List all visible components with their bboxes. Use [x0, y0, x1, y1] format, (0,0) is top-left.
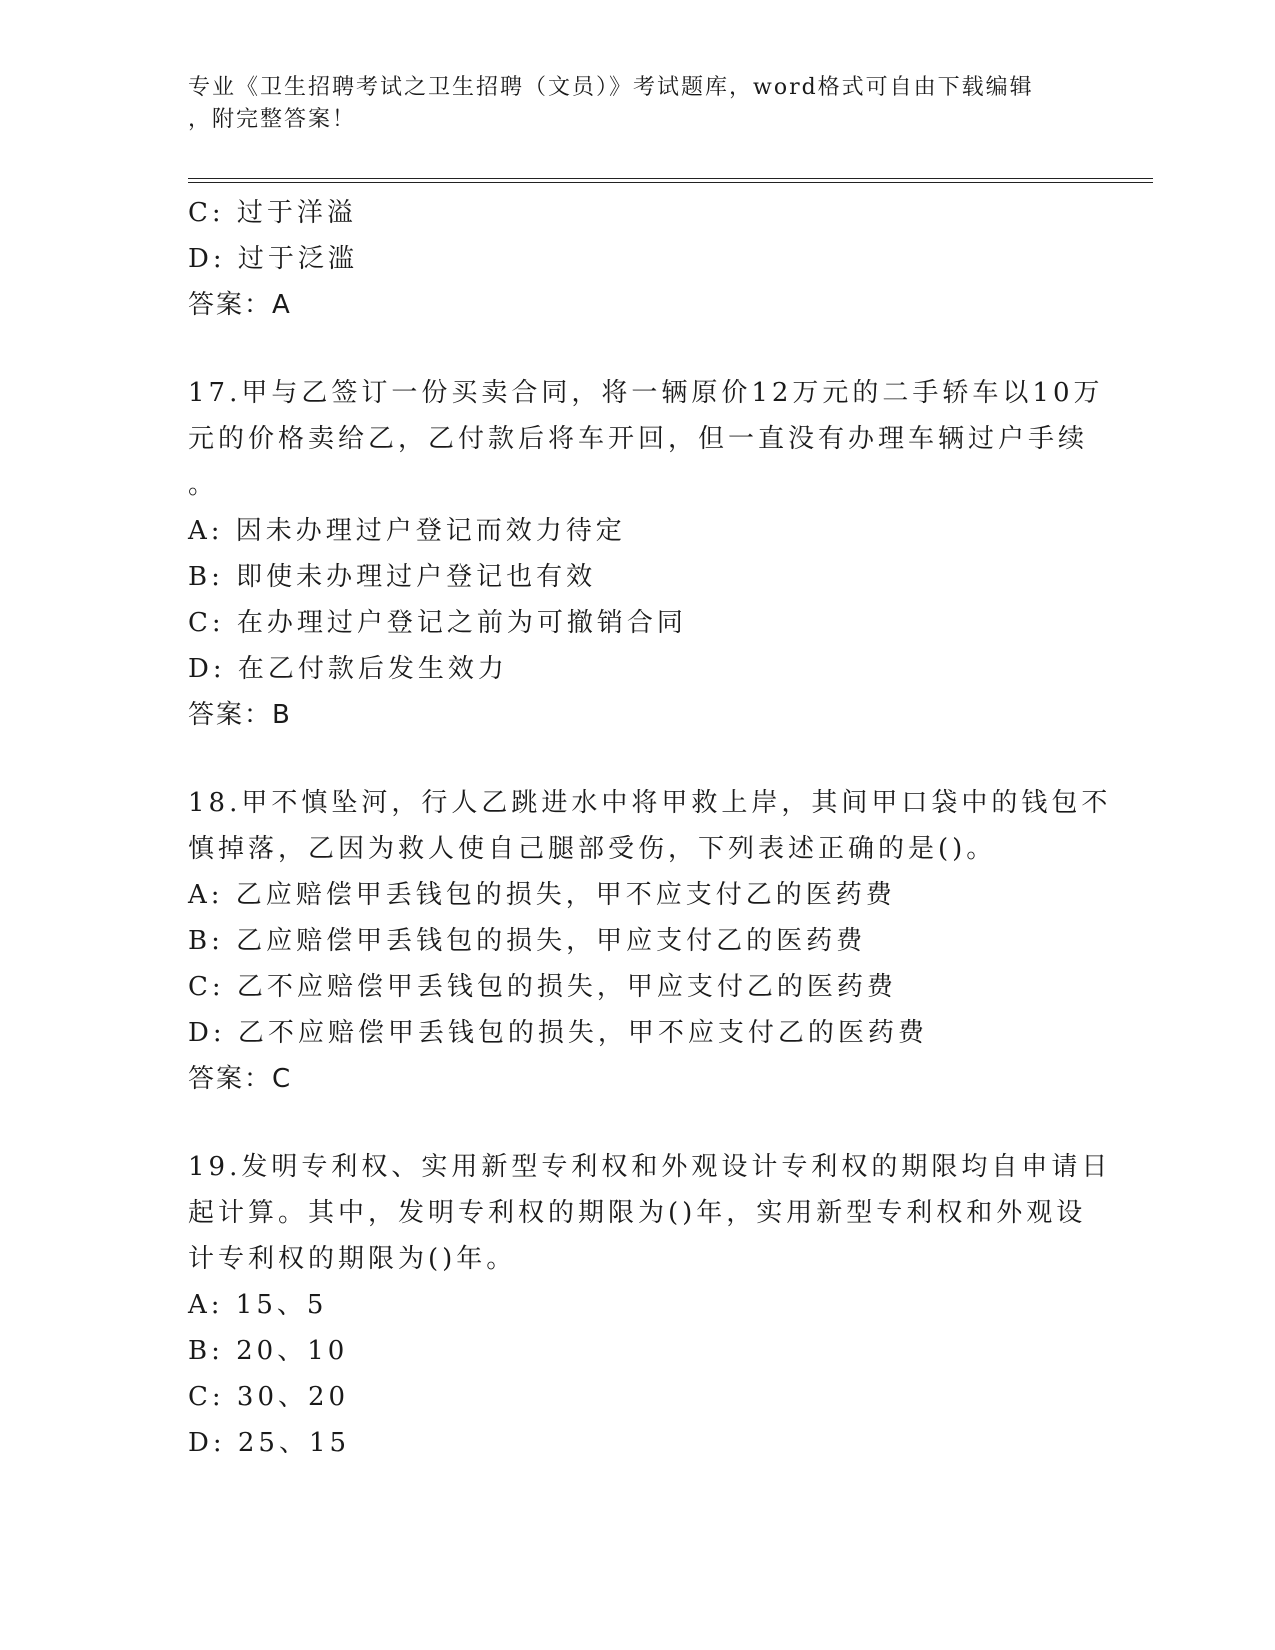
option-b: B: 即使未办理过户登记也有效 — [188, 562, 597, 592]
stem-line: 17.甲与乙签订一份买卖合同，将一辆原价12万元的二手轿车以10万 — [188, 378, 1104, 408]
stem-line: 。 — [188, 470, 219, 500]
answer-line: 答案：C — [188, 1064, 293, 1094]
stem-line: 18.甲不慎坠河，行人乙跳进水中将甲救上岸，其间甲口袋中的钱包不 — [188, 788, 1112, 818]
header-line-2: ，附完整答案！ — [188, 107, 357, 132]
option-d: D: 过于泛滥 — [188, 244, 358, 274]
option-c: C: 在办理过户登记之前为可撤销合同 — [188, 608, 687, 638]
option-b: B: 20、10 — [188, 1336, 349, 1366]
question-stem — [188, 370, 1104, 508]
option-a: A: 乙应赔偿甲丢钱包的损失，甲不应支付乙的医药费 — [188, 880, 896, 910]
stem-line: 起计算。其中，发明专利权的期限为()年，实用新型专利权和外观设 — [188, 1198, 1087, 1228]
question-19 — [188, 1144, 1112, 1466]
header-divider-top — [188, 178, 1153, 179]
option-b: B: 乙应赔偿甲丢钱包的损失，甲应支付乙的医药费 — [188, 926, 867, 956]
option-c: C: 过于洋溢 — [188, 198, 357, 228]
stem-line: 慎掉落，乙因为救人使自己腿部受伤，下列表述正确的是()。 — [188, 834, 997, 864]
option-d: D: 在乙付款后发生效力 — [188, 654, 508, 684]
option-a: A: 因未办理过户登记而效力待定 — [188, 516, 626, 546]
document-header — [188, 72, 1088, 136]
answer-line: 答案：B — [188, 700, 292, 730]
option-c: C: 乙不应赔偿甲丢钱包的损失，甲应支付乙的医药费 — [188, 972, 897, 1002]
question-18 — [188, 780, 1112, 1102]
carryover-block — [188, 190, 1088, 328]
question-stem — [188, 780, 1112, 872]
question-list — [188, 190, 1112, 1466]
option-d: D: 乙不应赔偿甲丢钱包的损失，甲不应支付乙的医药费 — [188, 1018, 928, 1048]
stem-line: 计专利权的期限为()年。 — [188, 1244, 517, 1274]
stem-line: 19.发明专利权、实用新型专利权和外观设计专利权的期限均自申请日 — [188, 1152, 1112, 1182]
header-divider-bottom — [188, 182, 1153, 183]
option-c: C: 30、20 — [188, 1382, 350, 1412]
question-stem — [188, 1144, 1112, 1282]
option-a: A: 15、5 — [188, 1290, 328, 1320]
option-d: D: 25、15 — [188, 1428, 351, 1458]
stem-line: 元的价格卖给乙，乙付款后将车开回，但一直没有办理车辆过户手续 — [188, 424, 1089, 454]
header-line-1: 专业《卫生招聘考试之卫生招聘（文员）》考试题库，word格式可自由下载编辑 — [188, 75, 1034, 100]
question-17 — [188, 370, 1104, 738]
answer-line: 答案：A — [188, 290, 292, 320]
